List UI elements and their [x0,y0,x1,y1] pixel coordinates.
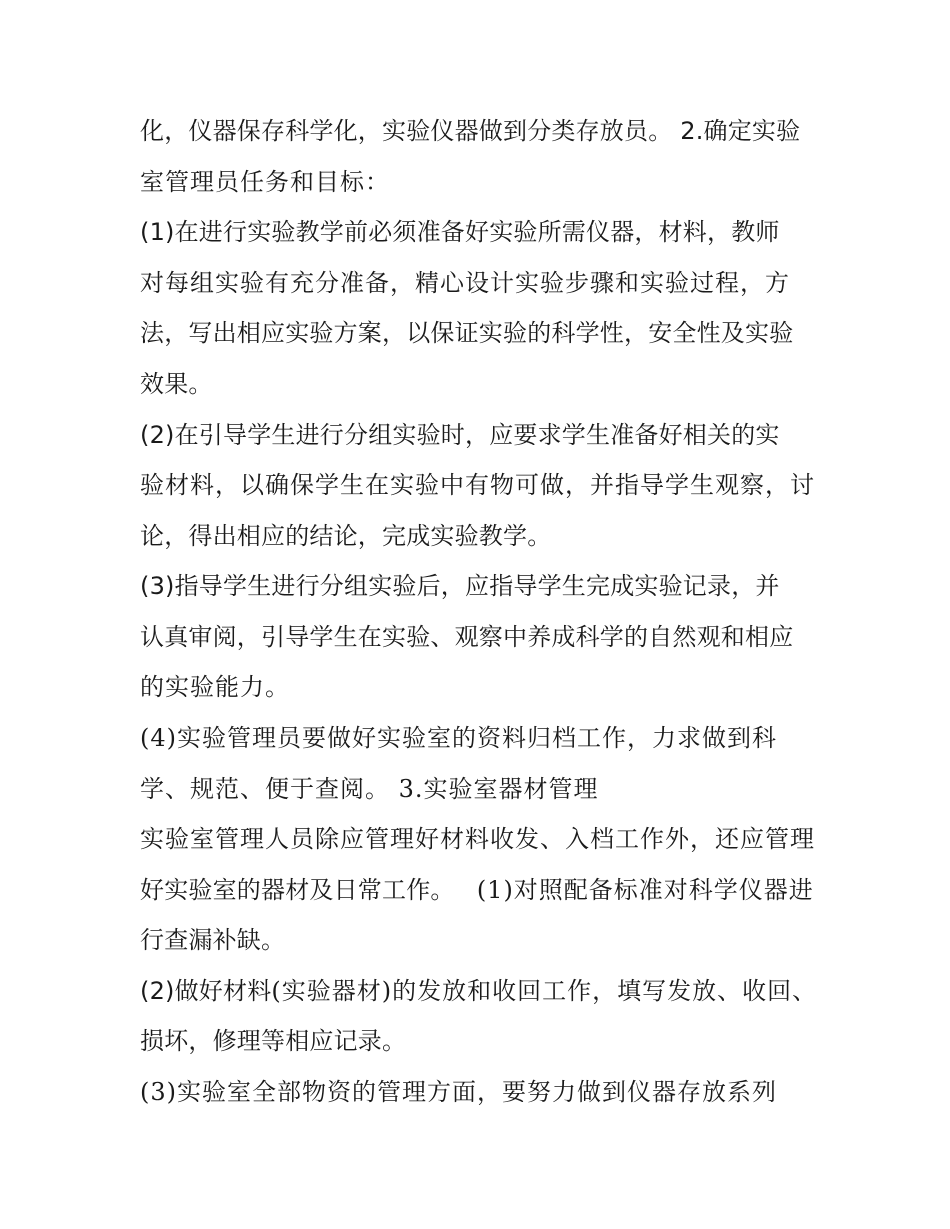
text-line: (4)实验管理员要做好实验室的资料归档工作，力求做到科 [140,724,777,752]
text-line: 学、规范、便于查阅。 3.实验室器材管理 [140,775,599,803]
text-line: (1)在进行实验教学前必须准备好实验所需仪器，材料，教师 [140,218,780,246]
text-line: 损坏，修理等相应记录。 [140,1027,407,1055]
text-line: 论，得出相应的结论，完成实验教学。 [140,522,552,550]
text-line: 行查漏补缺。 [140,926,286,954]
text-line: (3)指导学生进行分组实验后，应指导学生完成实验记录，并 [140,572,780,600]
text-line: 法，写出相应实验方案，以保证实验的科学性，安全性及实验 [140,319,794,347]
text-line: 室管理员任务和目标： [140,168,390,196]
text-line: 验材料，以确保学生在实验中有物可做，并指导学生观察，讨 [140,471,815,499]
text-line-mixed [140,971,817,1011]
text-line: 化，仪器保存科学化，实验仪器做到分类存放员。 2.确定实验 [140,117,801,145]
text-segment: (2)做好材料 [140,977,272,1005]
text-segment: 好实验室的器材及日常工作。 [140,876,455,904]
text-line: (3)实验室全部物资的管理方面，要努力做到仪器存放系列 [140,1078,777,1106]
text-line-mixed [140,870,814,910]
text-segment: (1)对照配备标准对科学仪器进 [476,876,814,904]
text-line: 的实验能力。 [140,673,290,701]
text-segment: (实验器材)的发放和收回工作，填写发放、收回、 [271,977,818,1005]
text-line: 对每组实验有充分准备，精心设计实验步骤和实验过程，方 [140,269,790,297]
text-line: 效果。 [140,370,213,398]
text-line: 认真审阅，引导学生在实验、观察中养成科学的自然观和相应 [140,623,794,651]
text-line: (2)在引导学生进行分组实验时，应要求学生准备好相关的实 [140,421,780,449]
text-line: 实验室管理人员除应管理好材料收发、入档工作外，还应管理 [140,825,815,853]
